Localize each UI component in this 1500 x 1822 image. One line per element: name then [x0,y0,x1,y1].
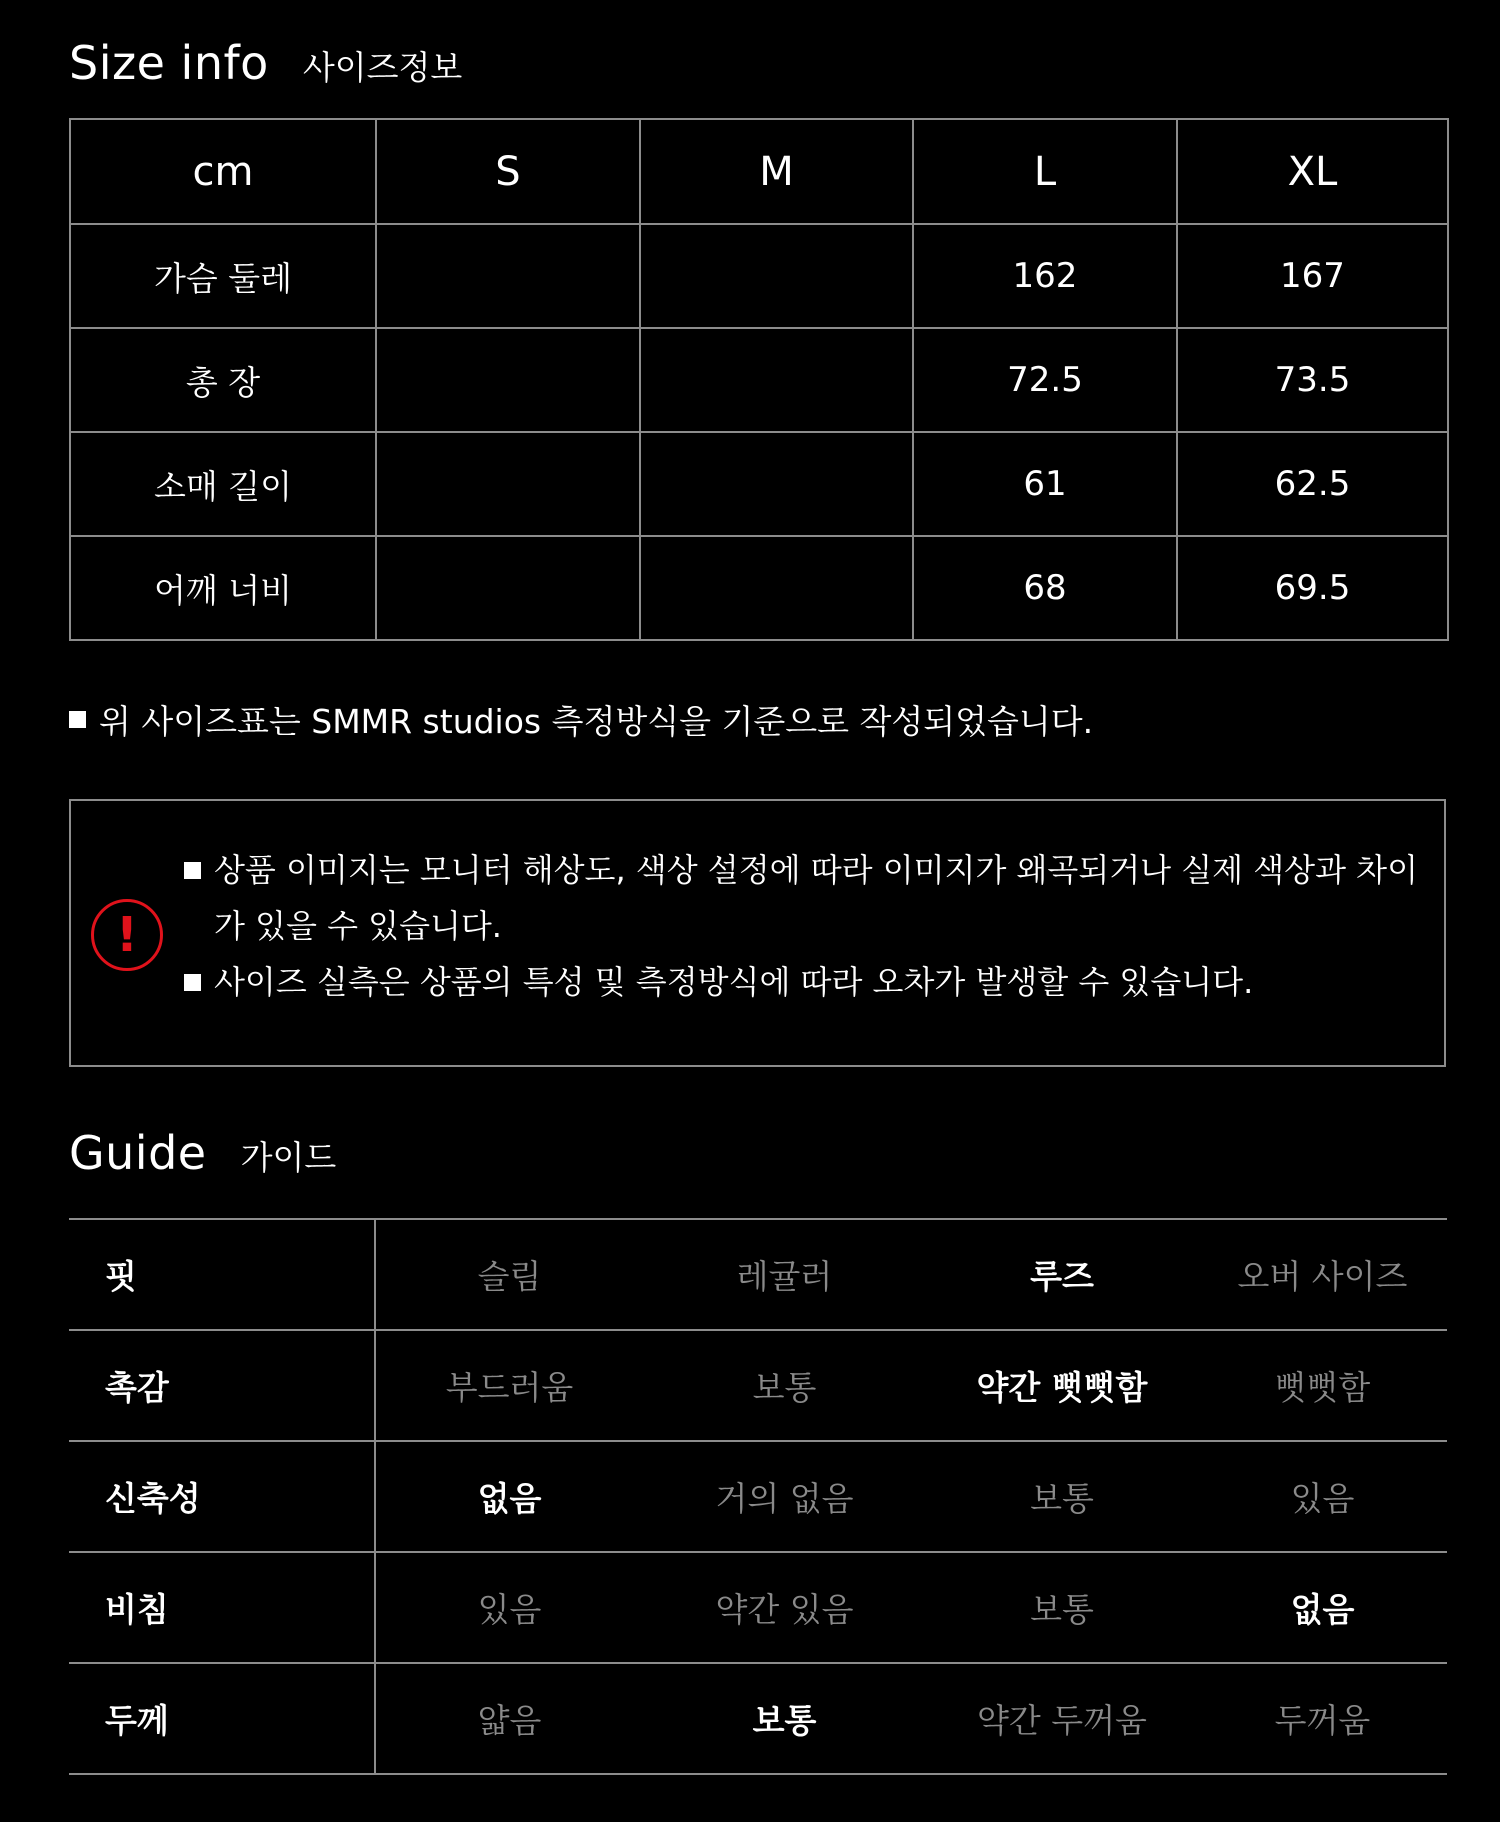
row-label: 가슴 둘레 [70,224,376,328]
table-cell [376,224,640,328]
guide-option: 약간 뻣뻣함 [926,1330,1198,1441]
guide-table [69,1218,1447,1775]
square-bullet-icon [184,974,201,991]
guide-row-label: 비침 [69,1552,375,1663]
header-cell: XL [1177,119,1448,224]
guide-row-label: 두께 [69,1663,375,1774]
square-bullet-icon [184,862,201,879]
guide-option: 약간 있음 [643,1552,926,1663]
size-table [69,118,1449,641]
guide-row [69,1441,1447,1552]
guide-option: 없음 [375,1441,643,1552]
guide-option: 레귤러 [643,1219,926,1330]
size-note [69,696,1093,743]
row-label: 어깨 너비 [70,536,376,640]
table-cell [640,536,913,640]
guide-option: 약간 두꺼움 [926,1663,1198,1774]
table-cell [376,536,640,640]
guide-option: 있음 [1198,1441,1447,1552]
square-bullet-icon [69,711,86,728]
guide-title-en: Guide [69,1126,207,1180]
exclamation-circle-icon: ! [91,899,163,971]
guide-title-ko: 가이드 [240,1138,337,1177]
size-info-title [69,36,462,90]
table-cell [640,432,913,536]
guide-row [69,1219,1447,1330]
notice-line-text: 사이즈 실측은 상품의 특성 및 측정방식에 따라 오차가 발생할 수 있습니다. [214,963,1254,1001]
table-row [70,432,1448,536]
notice-line [184,842,1434,954]
header-cell: L [913,119,1177,224]
guide-option: 보통 [643,1663,926,1774]
size-note-text: 위 사이즈표는 SMMR studios 측정방식을 기준으로 작성되었습니다. [99,702,1094,741]
table-cell [640,328,913,432]
table-cell: 162 [913,224,1177,328]
header-cell: M [640,119,913,224]
table-cell: 68 [913,536,1177,640]
table-cell [376,432,640,536]
guide-option: 보통 [643,1330,926,1441]
guide-option: 부드러움 [375,1330,643,1441]
table-cell: 72.5 [913,328,1177,432]
guide-option: 없음 [1198,1552,1447,1663]
guide-option: 뻣뻣함 [1198,1330,1447,1441]
guide-row-label: 핏 [69,1219,375,1330]
guide-row-label: 촉감 [69,1330,375,1441]
notice-line [184,954,1434,1010]
notice-box [69,799,1446,1067]
size-table-header [70,119,1448,224]
table-cell: 73.5 [1177,328,1448,432]
guide-option: 보통 [926,1552,1198,1663]
row-label: 총 장 [70,328,376,432]
guide-option: 루즈 [926,1219,1198,1330]
header-cell: cm [70,119,376,224]
row-label: 소매 길이 [70,432,376,536]
header-cell: S [376,119,640,224]
guide-row [69,1663,1447,1774]
table-cell: 61 [913,432,1177,536]
guide-row [69,1552,1447,1663]
guide-title [69,1126,336,1180]
notice-line-text: 상품 이미지는 모니터 해상도, 색상 설정에 따라 이미지가 왜곡되거나 실제 색상과 차이가 있을 수 있습니다. [214,851,1418,945]
table-row [70,536,1448,640]
guide-option: 두꺼움 [1198,1663,1447,1774]
size-info-title-en: Size info [69,36,269,90]
guide-option: 보통 [926,1441,1198,1552]
table-cell: 69.5 [1177,536,1448,640]
table-cell [640,224,913,328]
table-cell: 62.5 [1177,432,1448,536]
guide-option: 거의 없음 [643,1441,926,1552]
table-row [70,224,1448,328]
guide-option: 있음 [375,1552,643,1663]
guide-row [69,1330,1447,1441]
guide-option: 슬림 [375,1219,643,1330]
table-cell: 167 [1177,224,1448,328]
table-row [70,328,1448,432]
guide-option: 오버 사이즈 [1198,1219,1447,1330]
table-cell [376,328,640,432]
guide-row-label: 신축성 [69,1441,375,1552]
size-info-title-ko: 사이즈정보 [302,48,463,87]
guide-option: 얇음 [375,1663,643,1774]
